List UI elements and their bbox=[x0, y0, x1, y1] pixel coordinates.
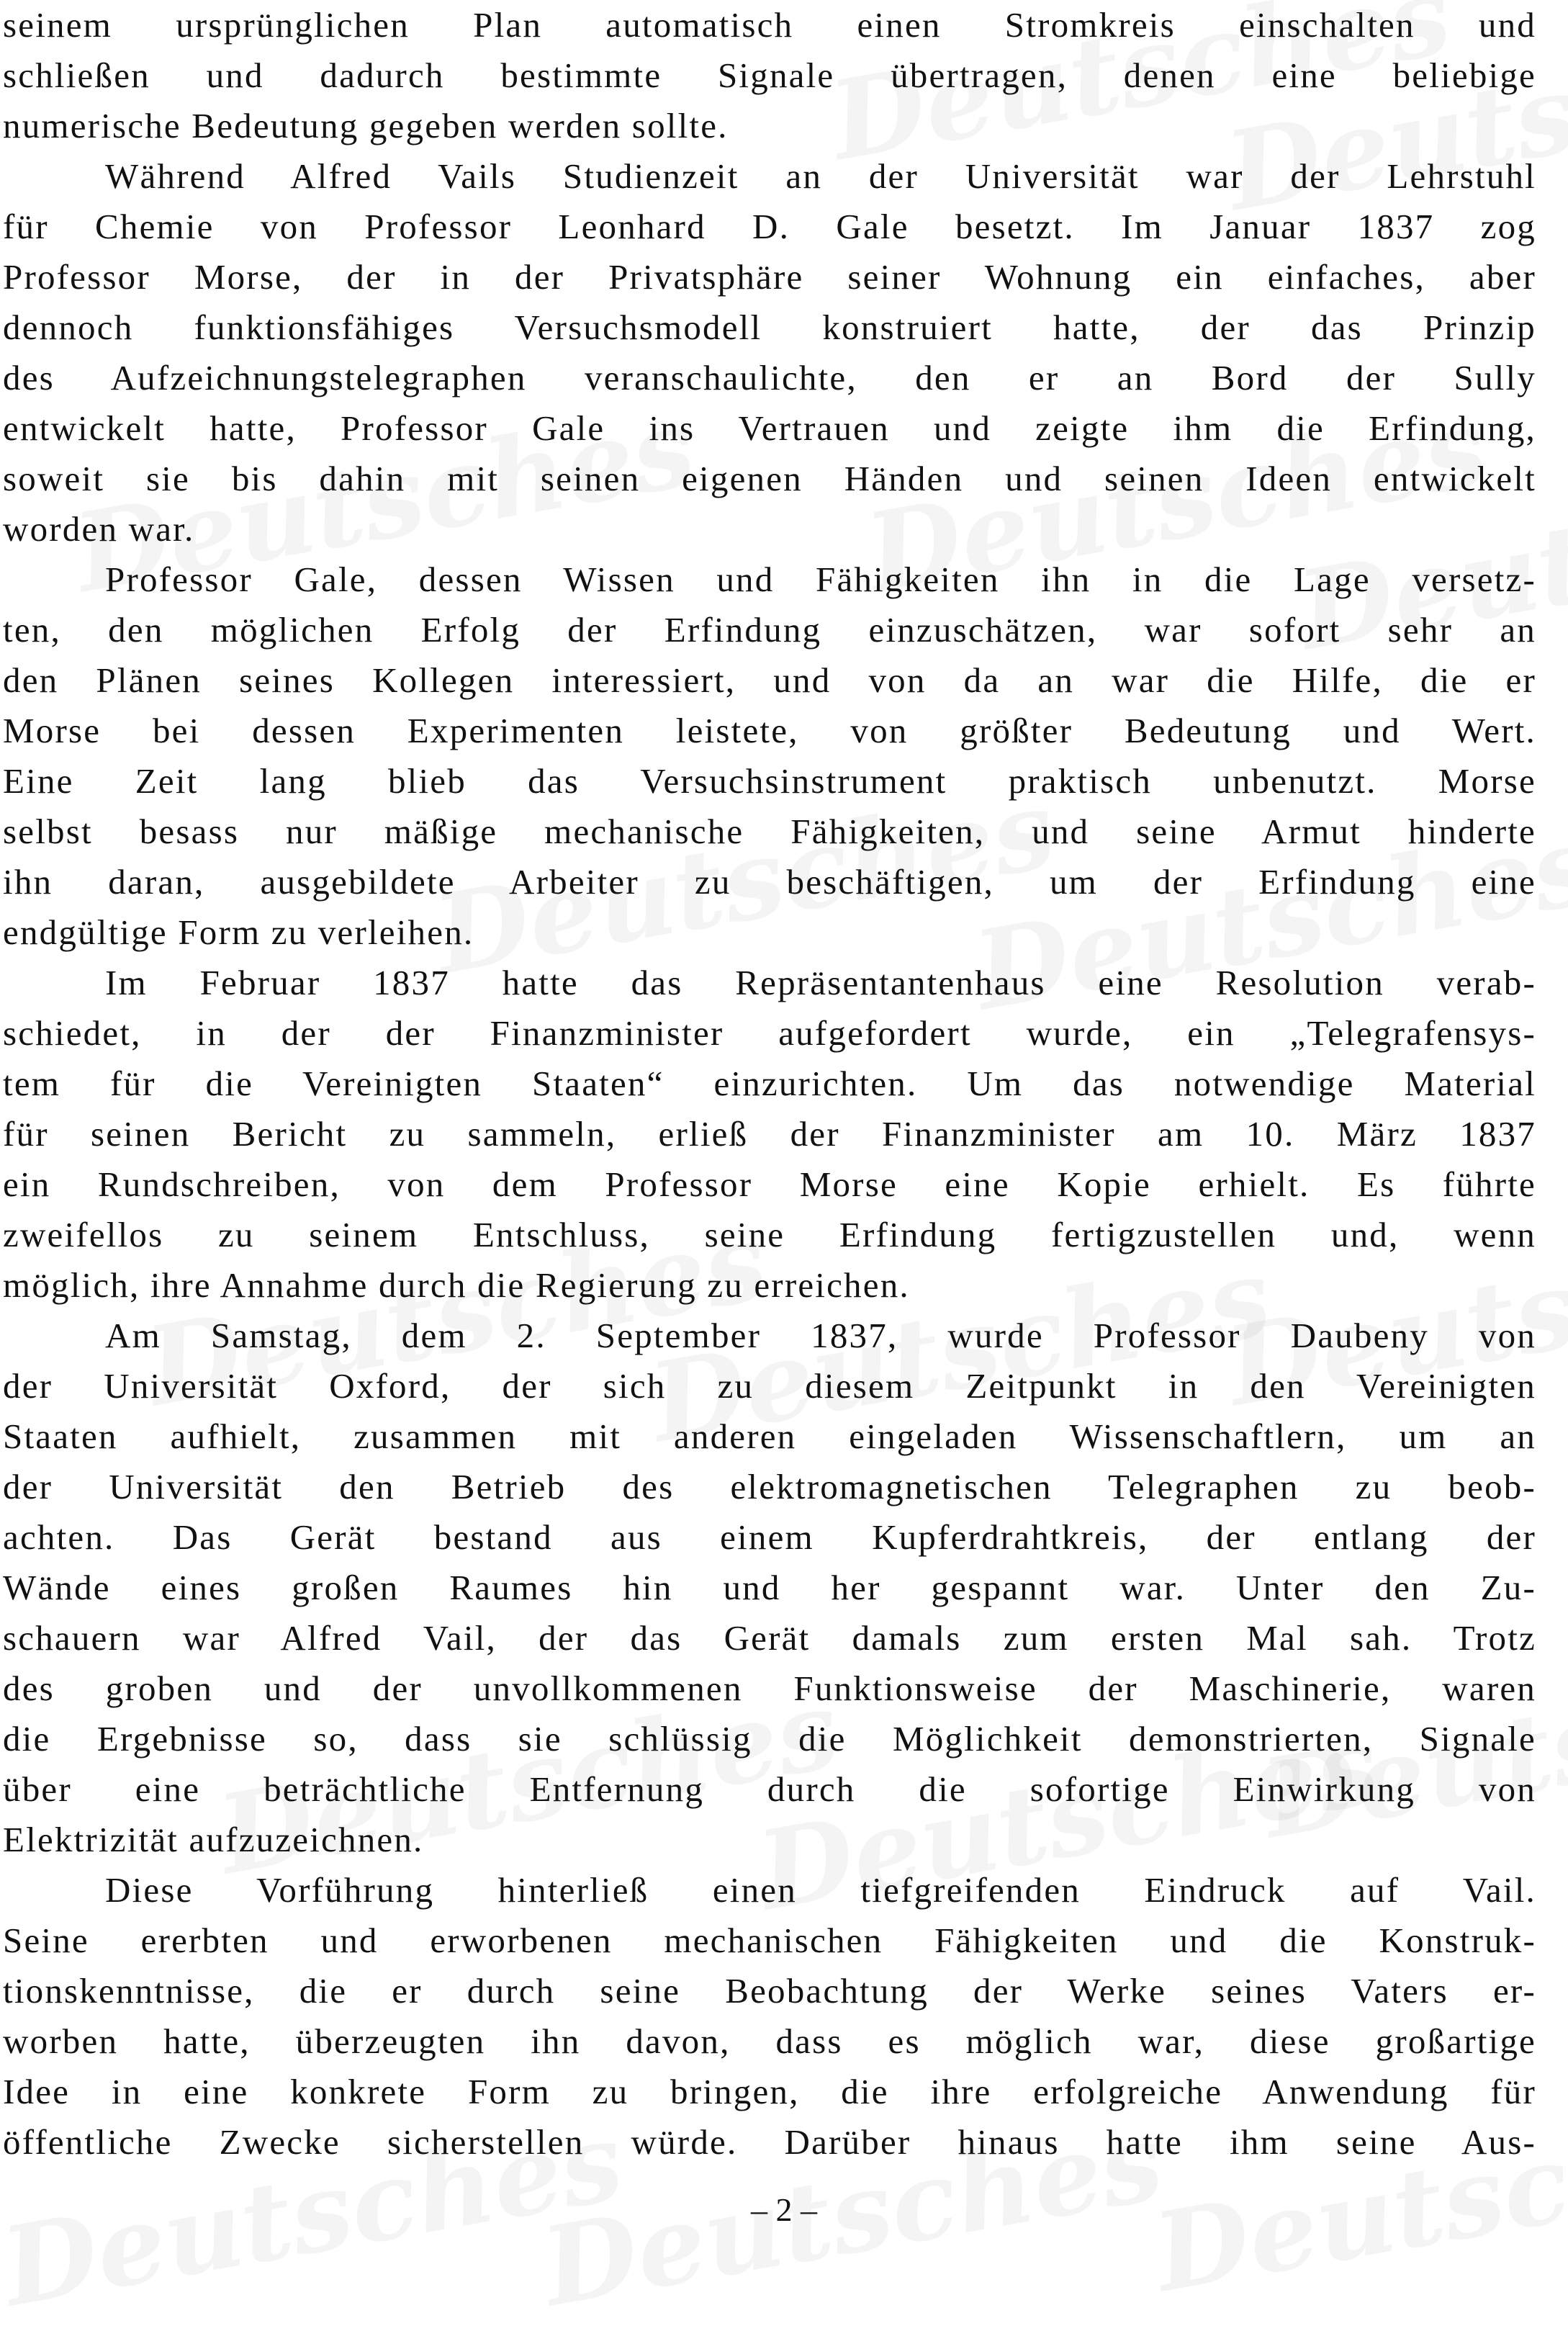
text-line: tem für die Vereinigten Staaten“ einzurichten. Um das notwendige Material bbox=[3, 1064, 1536, 1103]
text-line: die Ergebnisse so, dass sie schlüssig die Möglichkeit demonstrierten, Signale bbox=[3, 1719, 1536, 1759]
text-line: numerische Bedeutung gegeben werden sollte. bbox=[3, 106, 729, 145]
text-line: Seine ererbten und erworbenen mechanischen Fähigkeiten und die Konstruk- bbox=[3, 1921, 1536, 1960]
text-line: schauern war Alfred Vail, der das Gerät damals zum ersten Mal sah. Trotz bbox=[3, 1618, 1536, 1658]
text-line: ihn daran, ausgebildete Arbeiter zu beschäftigen, um der Erfindung eine bbox=[3, 862, 1536, 902]
text-line: zweifellos zu seinem Entschluss, seine Erfindung fertigzustellen und, wenn bbox=[3, 1215, 1536, 1254]
text-line: Professor Morse, der in der Privatsphäre seiner Wohnung ein einfaches, aber bbox=[3, 257, 1536, 297]
text-line: worben hatte, überzeugten ihn davon, dass es möglich war, diese großartige bbox=[3, 2021, 1536, 2061]
text-line: Am Samstag, dem 2. September 1837, wurde Professor Daubeny von bbox=[105, 1316, 1536, 1355]
text-line: möglich, ihre Annahme durch die Regierung zu erreichen. bbox=[3, 1265, 910, 1305]
text-line: für seinen Bericht zu sammeln, erließ der Finanzminister am 10. März 1837 bbox=[3, 1114, 1536, 1154]
text-line: für Chemie von Professor Leonhard D. Gale besetzt. Im Januar 1837 zog bbox=[3, 207, 1536, 246]
text-line: der Universität den Betrieb des elektromagnetischen Telegraphen zu beob- bbox=[3, 1467, 1536, 1506]
text-line: dennoch funktionsfähiges Versuchsmodell konstruiert hatte, der das Prinzip bbox=[3, 307, 1536, 347]
text-line: Elektrizität aufzuzeichnen. bbox=[3, 1820, 424, 1859]
text-line: öffentliche Zwecke sicherstellen würde. Darüber hinaus hatte ihm seine Aus- bbox=[3, 2122, 1536, 2162]
text-line: soweit sie bis dahin mit seinen eigenen Händen und seinen Ideen entwickelt bbox=[3, 459, 1536, 498]
text-line: schiedet, in der der Finanzminister aufgefordert wurde, ein „Telegrafensys- bbox=[3, 1013, 1536, 1053]
text-line: Im Februar 1837 hatte das Repräsentantenhaus eine Resolution verab- bbox=[105, 963, 1536, 1002]
text-line: des Aufzeichnungstelegraphen veranschaulichte, den er an Bord der Sully bbox=[3, 358, 1536, 398]
text-line: entwickelt hatte, Professor Gale ins Vertrauen und zeigte ihm die Erfindung, bbox=[3, 408, 1536, 448]
text-line: worden war. bbox=[3, 509, 195, 549]
text-line: Professor Gale, dessen Wissen und Fähigkeiten ihn in die Lage versetz- bbox=[105, 560, 1536, 599]
text-line: Idee in eine konkrete Form zu bringen, die ihre erfolgreiche Anwendung für bbox=[3, 2072, 1536, 2111]
page-number: – 2 – bbox=[751, 2191, 817, 2228]
text-line: Während Alfred Vails Studienzeit an der Universität war der Lehrstuhl bbox=[105, 156, 1536, 196]
text-line: Morse bei dessen Experimenten leistete, von größter Bedeutung und Wert. bbox=[3, 711, 1536, 750]
text-line: ein Rundschreiben, von dem Professor Morse eine Kopie erhielt. Es führte bbox=[3, 1164, 1536, 1204]
text-line: den Plänen seines Kollegen interessiert, und von da an war die Hilfe, die er bbox=[3, 660, 1536, 700]
text-line: tionskenntnisse, die er durch seine Beobachtung der Werke seines Vaters er- bbox=[3, 1971, 1536, 2011]
text-line: über eine beträchtliche Entfernung durch die sofortige Einwirkung von bbox=[3, 1769, 1536, 1809]
text-line: achten. Das Gerät bestand aus einem Kupferdrahtkreis, der entlang der bbox=[3, 1517, 1536, 1557]
text-line: schließen und dadurch bestimmte Signale übertragen, denen eine beliebige bbox=[3, 55, 1536, 95]
body-text bbox=[3, 0, 1536, 2168]
text-line: ten, den möglichen Erfolg der Erfindung einzuschätzen, war sofort sehr an bbox=[3, 610, 1536, 650]
text-line: Diese Vorführung hinterließ einen tiefgreifenden Eindruck auf Vail. bbox=[105, 1870, 1536, 1910]
text-line: seinem ursprünglichen Plan automatisch einen Stromkreis einschalten und bbox=[3, 5, 1536, 45]
text-line: Wände eines großen Raumes hin und her gespannt war. Unter den Zu- bbox=[3, 1568, 1536, 1607]
text-line: Eine Zeit lang blieb das Versuchsinstrument praktisch unbenutzt. Morse bbox=[3, 761, 1536, 801]
text-line: selbst besass nur mäßige mechanische Fähigkeiten, und seine Armut hinderte bbox=[3, 812, 1536, 851]
text-line: des groben und der unvollkommenen Funktionsweise der Maschinerie, waren bbox=[3, 1668, 1536, 1708]
text-line: der Universität Oxford, der sich zu diesem Zeitpunkt in den Vereinigten bbox=[3, 1366, 1536, 1406]
text-line: endgültige Form zu verleihen. bbox=[3, 912, 474, 952]
text-line: Staaten aufhielt, zusammen mit anderen eingeladen Wissenschaftlern, um an bbox=[3, 1416, 1536, 1456]
